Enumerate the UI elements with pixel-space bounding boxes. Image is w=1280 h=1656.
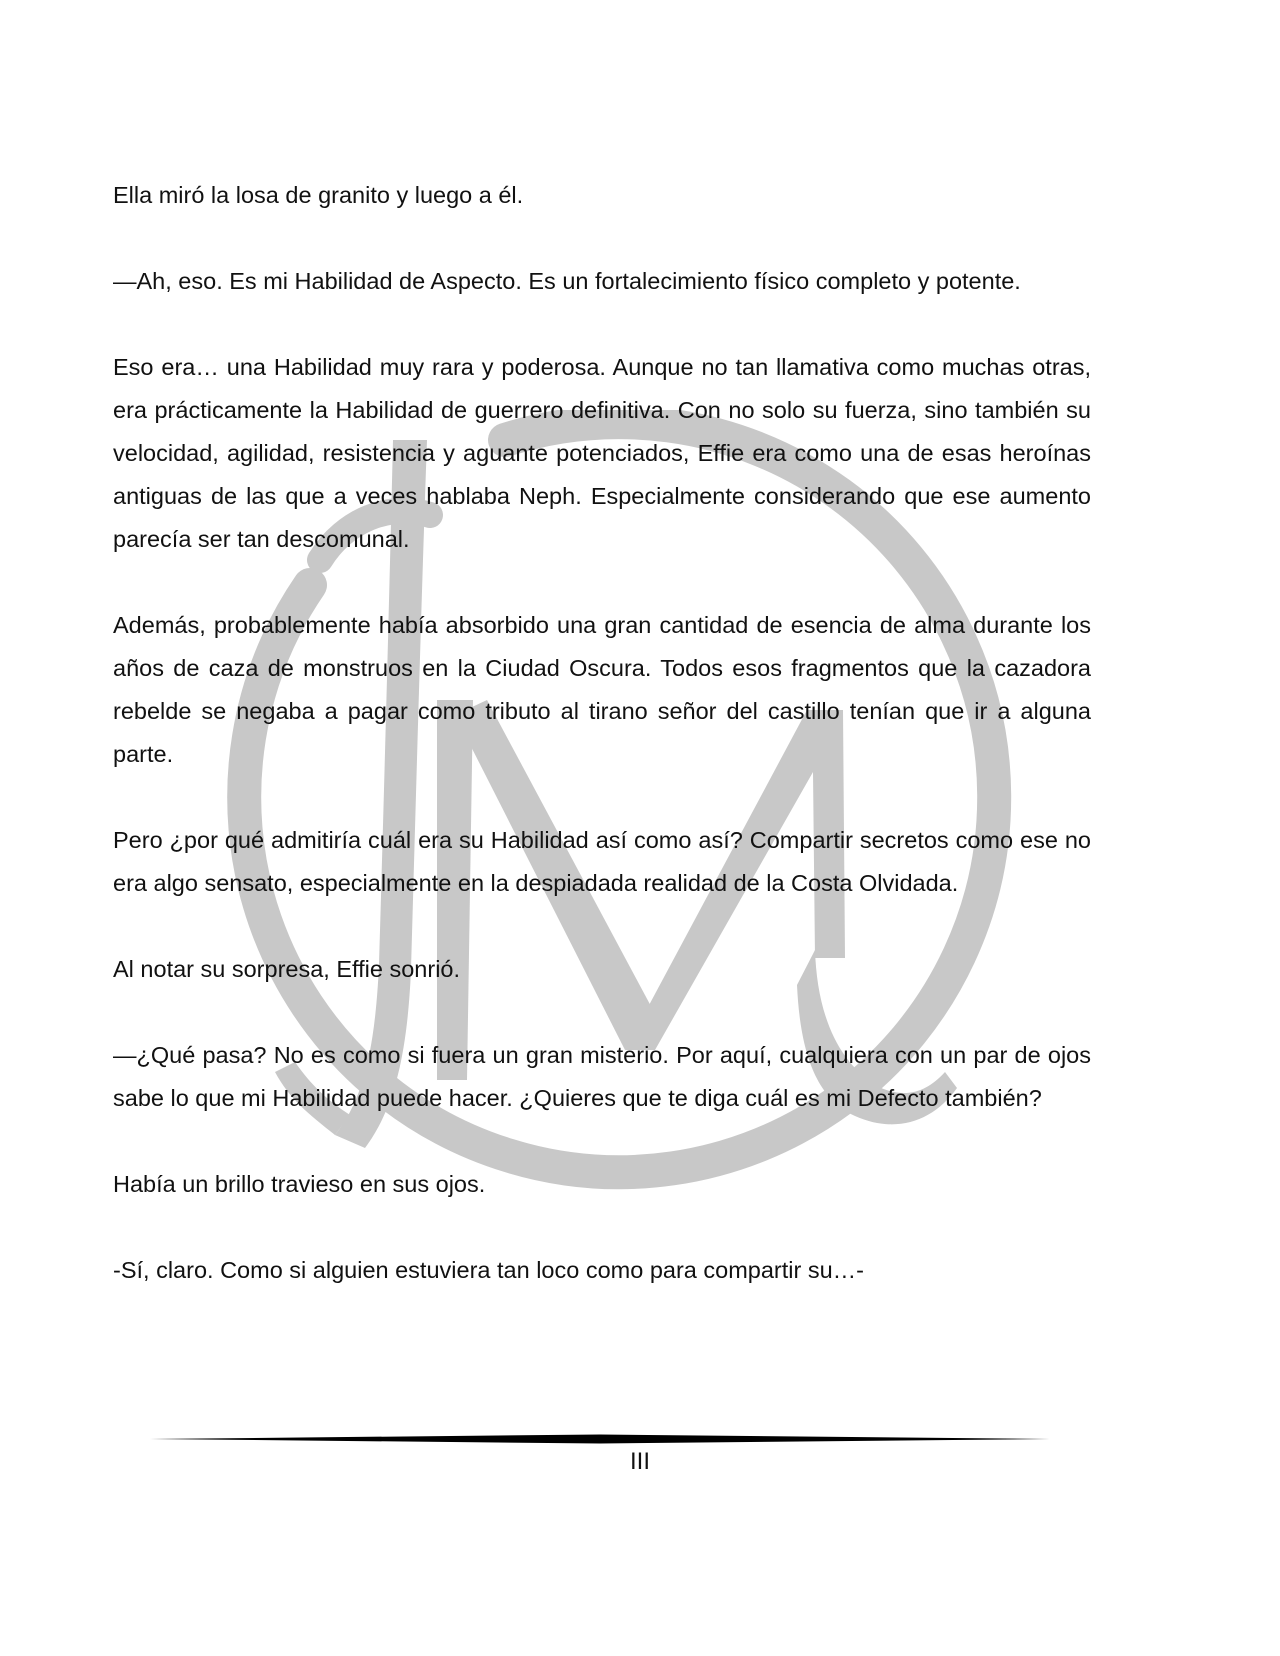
- paragraph: Eso era… una Habilidad muy rara y poderosa. Aunque no tan llamativa como muchas otras, era prácticamente la Habilidad de guerrero definitiva. Con no solo su fuerza, sino también su velocidad, agilidad, resistencia y aguante potenciados, Effie era como una de esas heroínas antiguas de las que a veces hablaba Neph. Especialmente considerando que ese aumento parecía ser tan descomunal.: [113, 354, 1091, 552]
- paragraph: —¿Qué pasa? No es como si fuera un gran misterio. Por aquí, cualquiera con un par de ojos sabe lo que mi Habilidad puede hacer. ¿Quieres que te diga cuál es mi Defecto también?: [113, 1042, 1091, 1111]
- paragraph: -Sí, claro. Como si alguien estuviera tan loco como para compartir su…-: [113, 1257, 865, 1283]
- paragraph: Al notar su sorpresa, Effie sonrió.: [113, 956, 461, 982]
- page-number: III: [629, 1448, 650, 1475]
- paragraph: Además, probablemente había absorbido una gran cantidad de esencia de alma durante los años de caza de monstruos en la Ciudad Oscura. Todos esos fragmentos que la cazadora rebelde se negaba a pagar como tributo al tirano señor del castillo tenían que ir a alguna parte.: [113, 612, 1091, 767]
- document-body: [113, 174, 1091, 1335]
- paragraph: Pero ¿por qué admitiría cuál era su Habilidad así como así? Compartir secretos como ese no era algo sensato, especialmente en la despiadada realidad de la Costa Olvidada.: [113, 827, 1091, 896]
- paragraph: Había un brillo travieso en sus ojos.: [113, 1171, 486, 1197]
- footer-divider: [150, 1434, 1050, 1444]
- paragraph: —Ah, eso. Es mi Habilidad de Aspecto. Es un fortalecimiento físico completo y potente.: [113, 268, 1021, 294]
- paragraph: Ella miró la losa de granito y luego a él.: [113, 182, 524, 208]
